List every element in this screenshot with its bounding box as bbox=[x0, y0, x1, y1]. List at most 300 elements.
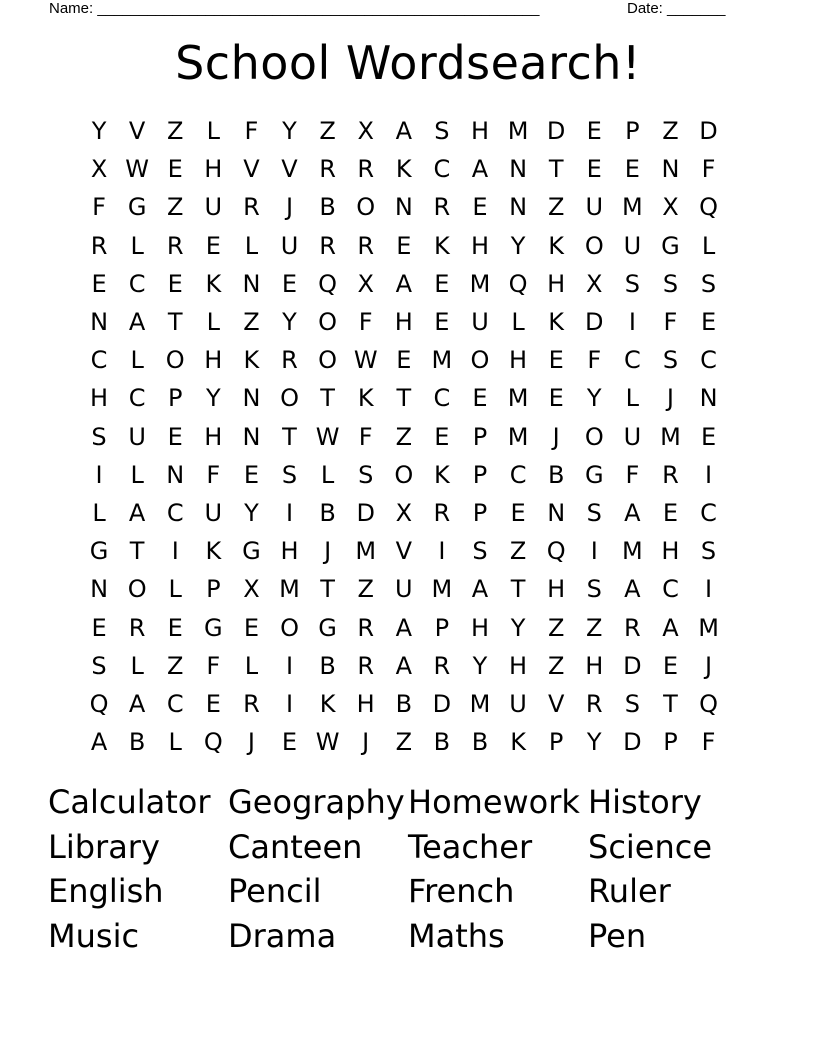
grid-cell[interactable]: F bbox=[663, 308, 678, 337]
grid-cell[interactable]: Z bbox=[395, 422, 413, 451]
grid-cell[interactable]: O bbox=[470, 346, 490, 375]
grid-cell[interactable]: G bbox=[242, 537, 261, 566]
grid-cell[interactable]: M bbox=[469, 689, 491, 718]
grid-cell[interactable]: F bbox=[358, 308, 373, 337]
grid-cell[interactable]: Z bbox=[395, 728, 413, 757]
grid-cell[interactable]: S bbox=[624, 269, 640, 298]
grid-cell[interactable]: J bbox=[324, 537, 332, 566]
grid-cell[interactable]: K bbox=[395, 155, 412, 184]
grid-cell[interactable]: O bbox=[318, 308, 338, 337]
grid-cell[interactable]: E bbox=[167, 422, 183, 451]
grid-cell[interactable]: F bbox=[358, 422, 373, 451]
grid-cell[interactable]: O bbox=[280, 613, 299, 642]
grid-cell[interactable]: D bbox=[623, 651, 642, 680]
grid-cell[interactable]: M bbox=[279, 575, 300, 604]
grid-cell[interactable]: Y bbox=[91, 117, 107, 146]
grid-cell[interactable]: E bbox=[167, 613, 183, 642]
grid-cell[interactable]: A bbox=[395, 651, 412, 680]
grid-cell[interactable]: C bbox=[700, 498, 717, 527]
grid-cell[interactable]: O bbox=[318, 346, 338, 375]
grid-cell[interactable]: R bbox=[90, 231, 108, 260]
grid-cell[interactable]: A bbox=[471, 155, 489, 184]
grid-cell[interactable]: N bbox=[394, 193, 413, 222]
grid-cell[interactable]: K bbox=[434, 231, 450, 260]
grid-cell[interactable]: S bbox=[281, 460, 298, 489]
grid-cell[interactable]: Z bbox=[167, 651, 184, 680]
grid-cell[interactable]: L bbox=[206, 117, 221, 146]
grid-cell[interactable]: S bbox=[91, 422, 107, 451]
grid-cell[interactable]: I bbox=[590, 537, 598, 566]
grid-cell[interactable]: E bbox=[624, 155, 640, 184]
grid-cell[interactable]: U bbox=[280, 231, 299, 260]
grid-cell[interactable]: A bbox=[471, 575, 489, 604]
grid-cell[interactable]: S bbox=[91, 651, 107, 680]
grid-cell[interactable]: S bbox=[586, 575, 602, 604]
grid-cell[interactable]: K bbox=[205, 269, 222, 298]
grid-cell[interactable]: S bbox=[472, 537, 488, 566]
grid-cell[interactable]: F bbox=[587, 346, 602, 375]
grid-cell[interactable]: O bbox=[280, 384, 299, 413]
grid-cell[interactable]: M bbox=[431, 575, 453, 604]
grid-cell[interactable]: M bbox=[431, 346, 453, 375]
grid-cell[interactable]: U bbox=[128, 422, 146, 451]
grid-cell[interactable]: E bbox=[91, 269, 107, 298]
grid-cell[interactable]: K bbox=[357, 384, 374, 413]
grid-cell[interactable]: U bbox=[585, 193, 604, 222]
grid-cell[interactable]: N bbox=[242, 269, 261, 298]
grid-cell[interactable]: E bbox=[91, 613, 107, 642]
grid-cell[interactable]: N bbox=[509, 193, 528, 222]
grid-cell[interactable]: T bbox=[663, 689, 678, 718]
grid-cell[interactable]: E bbox=[243, 460, 259, 489]
word-list-item: Homework bbox=[408, 783, 580, 821]
grid-cell[interactable]: E bbox=[586, 155, 602, 184]
grid-cell[interactable]: M bbox=[622, 537, 643, 566]
grid-cell[interactable]: C bbox=[128, 269, 146, 298]
grid-cell[interactable]: A bbox=[128, 498, 146, 527]
grid-cell[interactable]: F bbox=[625, 460, 640, 489]
grid-cell[interactable]: E bbox=[396, 346, 412, 375]
grid-cell[interactable]: Z bbox=[662, 117, 679, 146]
grid-cell[interactable]: R bbox=[357, 155, 375, 184]
grid-cell[interactable]: S bbox=[434, 117, 450, 146]
grid-cell[interactable]: R bbox=[243, 193, 260, 222]
grid-cell[interactable]: R bbox=[585, 689, 603, 718]
grid-cell[interactable]: T bbox=[510, 575, 526, 604]
grid-cell[interactable]: A bbox=[395, 117, 412, 146]
grid-cell[interactable]: F bbox=[701, 728, 716, 757]
grid-cell[interactable]: U bbox=[623, 422, 642, 451]
grid-cell[interactable]: H bbox=[204, 346, 223, 375]
grid-cell[interactable]: O bbox=[584, 231, 604, 260]
grid-cell[interactable]: F bbox=[206, 651, 221, 680]
grid-cell[interactable]: N bbox=[90, 308, 109, 337]
grid-cell[interactable]: C bbox=[509, 460, 527, 489]
grid-cell[interactable]: Z bbox=[167, 193, 184, 222]
grid-cell[interactable]: B bbox=[128, 728, 146, 757]
grid-cell[interactable]: M bbox=[622, 193, 643, 222]
grid-cell[interactable]: A bbox=[395, 613, 412, 642]
grid-cell[interactable]: U bbox=[204, 193, 223, 222]
grid-cell[interactable]: E bbox=[662, 651, 679, 680]
grid-cell[interactable]: H bbox=[470, 117, 489, 146]
grid-cell[interactable]: N bbox=[242, 422, 261, 451]
grid-cell[interactable]: I bbox=[438, 537, 446, 566]
grid-cell[interactable]: Y bbox=[244, 498, 259, 527]
word-list-item: Ruler bbox=[588, 872, 671, 910]
grid-cell[interactable]: M bbox=[469, 269, 491, 298]
grid-cell[interactable]: H bbox=[394, 308, 413, 337]
grid-cell[interactable]: I bbox=[285, 689, 294, 718]
grid-cell[interactable]: A bbox=[624, 498, 641, 527]
grid-cell[interactable]: Y bbox=[282, 117, 297, 146]
grid-cell[interactable]: E bbox=[396, 231, 412, 260]
grid-cell[interactable]: G bbox=[204, 613, 223, 642]
grid-cell[interactable]: Z bbox=[243, 308, 260, 337]
grid-cell[interactable]: O bbox=[165, 346, 185, 375]
grid-cell[interactable]: L bbox=[168, 575, 182, 604]
grid-cell[interactable]: M bbox=[698, 613, 719, 642]
grid-cell[interactable]: K bbox=[205, 537, 222, 566]
grid-cell[interactable]: U bbox=[509, 689, 527, 718]
grid-cell[interactable]: B bbox=[395, 689, 413, 718]
grid-cell[interactable]: L bbox=[701, 231, 716, 260]
grid-cell[interactable]: B bbox=[319, 651, 336, 680]
grid-cell[interactable]: H bbox=[509, 346, 528, 375]
grid-cell[interactable]: T bbox=[129, 537, 145, 566]
grid-cell[interactable]: K bbox=[243, 346, 260, 375]
grid-cell[interactable]: I bbox=[285, 651, 294, 680]
grid-cell[interactable]: X bbox=[586, 269, 603, 298]
name-field-label[interactable]: Name: _____________________________________________________ bbox=[49, 0, 540, 17]
grid-cell[interactable]: V bbox=[395, 537, 412, 566]
grid-cell[interactable]: G bbox=[89, 537, 109, 566]
grid-cell[interactable]: I bbox=[171, 537, 179, 566]
grid-cell[interactable]: R bbox=[433, 498, 451, 527]
grid-cell[interactable]: U bbox=[395, 575, 413, 604]
grid-cell[interactable]: E bbox=[281, 728, 298, 757]
grid-cell[interactable]: D bbox=[356, 498, 375, 527]
grid-cell[interactable]: Y bbox=[472, 651, 488, 680]
grid-cell[interactable]: P bbox=[434, 613, 450, 642]
grid-cell[interactable]: I bbox=[285, 498, 294, 527]
grid-cell[interactable]: H bbox=[470, 231, 489, 260]
grid-cell[interactable]: T bbox=[320, 575, 335, 604]
grid-cell[interactable]: A bbox=[395, 269, 412, 298]
grid-cell[interactable]: S bbox=[662, 346, 679, 375]
grid-cell[interactable]: I bbox=[705, 460, 713, 489]
grid-cell[interactable]: C bbox=[700, 346, 717, 375]
grid-cell[interactable]: H bbox=[547, 575, 566, 604]
grid-cell[interactable]: H bbox=[509, 651, 528, 680]
grid-cell[interactable]: A bbox=[128, 689, 146, 718]
grid-cell[interactable]: N bbox=[90, 575, 109, 604]
grid-cell[interactable]: L bbox=[320, 460, 335, 489]
grid-cell[interactable]: L bbox=[130, 346, 144, 375]
grid-cell[interactable]: L bbox=[130, 651, 144, 680]
grid-cell[interactable]: U bbox=[471, 308, 489, 337]
grid-cell[interactable]: T bbox=[167, 308, 183, 337]
grid-cell[interactable]: Q bbox=[318, 269, 338, 298]
grid-cell[interactable]: K bbox=[548, 231, 565, 260]
grid-cell[interactable]: S bbox=[662, 269, 679, 298]
grid-cell[interactable]: C bbox=[433, 384, 451, 413]
grid-cell[interactable]: M bbox=[507, 422, 529, 451]
grid-cell[interactable]: Z bbox=[319, 117, 336, 146]
word-list-item: Teacher bbox=[408, 827, 533, 866]
grid-cell[interactable]: H bbox=[585, 651, 604, 680]
grid-cell[interactable]: T bbox=[548, 155, 564, 184]
grid-cell[interactable]: E bbox=[510, 498, 526, 527]
grid-cell[interactable]: Z bbox=[547, 613, 565, 642]
grid-cell[interactable]: Z bbox=[357, 575, 374, 604]
grid-cell[interactable]: X bbox=[90, 155, 108, 184]
grid-cell[interactable]: H bbox=[204, 155, 223, 184]
grid-cell[interactable]: J bbox=[247, 728, 255, 757]
grid-cell[interactable]: W bbox=[315, 728, 340, 757]
grid-cell[interactable]: N bbox=[242, 384, 261, 413]
grid-cell[interactable]: R bbox=[662, 460, 679, 489]
grid-cell[interactable]: B bbox=[433, 728, 451, 757]
grid-cell[interactable]: N bbox=[509, 155, 528, 184]
grid-cell[interactable]: S bbox=[586, 498, 602, 527]
grid-cell[interactable]: S bbox=[358, 460, 374, 489]
grid-cell[interactable]: L bbox=[244, 231, 259, 260]
grid-cell[interactable]: B bbox=[319, 498, 336, 527]
grid-cell[interactable]: X bbox=[243, 575, 260, 604]
grid-cell[interactable]: Y bbox=[205, 384, 221, 413]
grid-cell[interactable]: O bbox=[584, 422, 604, 451]
grid-cell[interactable]: X bbox=[395, 498, 413, 527]
grid-cell[interactable]: H bbox=[470, 613, 489, 642]
grid-cell[interactable]: R bbox=[281, 346, 298, 375]
grid-cell[interactable]: R bbox=[319, 155, 336, 184]
grid-cell[interactable]: J bbox=[285, 193, 294, 222]
grid-cell[interactable]: E bbox=[472, 193, 488, 222]
grid-cell[interactable]: J bbox=[552, 422, 560, 451]
grid-cell[interactable]: V bbox=[128, 117, 146, 146]
grid-cell[interactable]: K bbox=[548, 308, 565, 337]
grid-cell[interactable]: M bbox=[507, 117, 529, 146]
grid-cell[interactable]: Z bbox=[509, 537, 527, 566]
grid-cell[interactable]: D bbox=[546, 117, 566, 146]
grid-cell[interactable]: E bbox=[205, 231, 221, 260]
grid-cell[interactable]: S bbox=[700, 537, 717, 566]
grid-cell[interactable]: J bbox=[362, 728, 370, 757]
grid-cell[interactable]: Q bbox=[699, 689, 718, 718]
grid-cell[interactable]: H bbox=[204, 422, 223, 451]
grid-cell[interactable]: P bbox=[167, 384, 183, 413]
grid-cell[interactable]: D bbox=[623, 728, 642, 757]
grid-cell[interactable]: R bbox=[357, 651, 375, 680]
grid-cell[interactable]: E bbox=[167, 269, 183, 298]
grid-cell[interactable]: C bbox=[90, 346, 108, 375]
grid-cell[interactable]: L bbox=[130, 460, 144, 489]
grid-cell[interactable]: F bbox=[206, 460, 221, 489]
grid-cell[interactable]: Y bbox=[586, 384, 602, 413]
grid-cell[interactable]: Q bbox=[203, 728, 223, 757]
grid-cell[interactable]: G bbox=[661, 231, 680, 260]
grid-cell[interactable]: E bbox=[243, 613, 259, 642]
grid-cell[interactable]: M bbox=[507, 384, 529, 413]
grid-cell[interactable]: C bbox=[166, 498, 184, 527]
grid-cell[interactable]: J bbox=[666, 384, 674, 413]
grid-cell[interactable]: H bbox=[547, 269, 566, 298]
grid-cell[interactable]: I bbox=[705, 575, 713, 604]
grid-cell[interactable]: L bbox=[168, 728, 182, 757]
grid-cell[interactable]: D bbox=[432, 689, 452, 718]
word-list-item: Library bbox=[48, 827, 160, 866]
grid-cell[interactable]: E bbox=[434, 308, 450, 337]
grid-cell[interactable]: H bbox=[280, 537, 299, 566]
grid-cell[interactable]: T bbox=[320, 384, 335, 413]
grid-cell[interactable]: A bbox=[624, 575, 641, 604]
grid-cell[interactable]: R bbox=[319, 231, 336, 260]
grid-cell[interactable]: W bbox=[315, 422, 340, 451]
grid-cell[interactable]: V bbox=[243, 155, 260, 184]
grid-cell[interactable]: E bbox=[205, 689, 221, 718]
grid-cell[interactable]: A bbox=[662, 613, 679, 642]
word-list-item: History bbox=[588, 783, 702, 821]
grid-cell[interactable]: E bbox=[586, 117, 602, 146]
grid-cell[interactable]: L bbox=[92, 498, 106, 527]
grid-cell[interactable]: F bbox=[244, 117, 259, 146]
grid-cell[interactable]: W bbox=[353, 346, 378, 375]
word-list-item: Music bbox=[48, 916, 140, 955]
grid-cell[interactable]: E bbox=[700, 422, 717, 451]
grid-cell[interactable]: R bbox=[128, 613, 146, 642]
grid-cell[interactable]: Y bbox=[510, 231, 526, 260]
grid-cell[interactable]: X bbox=[357, 117, 374, 146]
grid-cell[interactable]: S bbox=[624, 689, 640, 718]
grid-cell[interactable]: E bbox=[167, 155, 183, 184]
grid-cell[interactable]: Z bbox=[167, 117, 184, 146]
grid-cell[interactable]: N bbox=[166, 460, 185, 489]
grid-cell[interactable]: C bbox=[128, 384, 146, 413]
grid-cell[interactable]: R bbox=[166, 231, 184, 260]
grid-cell[interactable]: Z bbox=[586, 613, 603, 642]
grid-cell[interactable]: L bbox=[206, 308, 221, 337]
grid-cell[interactable]: Q bbox=[546, 537, 566, 566]
grid-cell[interactable]: F bbox=[701, 155, 716, 184]
grid-cell[interactable]: B bbox=[319, 193, 336, 222]
grid-cell[interactable]: E bbox=[281, 269, 298, 298]
grid-cell[interactable]: L bbox=[625, 384, 640, 413]
word-list-item: Drama bbox=[228, 916, 337, 955]
grid-cell[interactable]: Q bbox=[508, 269, 528, 298]
grid-cell[interactable]: X bbox=[662, 193, 679, 222]
word-list-item: French bbox=[408, 872, 515, 910]
grid-cell[interactable]: G bbox=[127, 193, 147, 222]
grid-cell[interactable]: L bbox=[130, 231, 144, 260]
grid-cell[interactable]: W bbox=[125, 155, 149, 184]
grid-cell[interactable]: E bbox=[472, 384, 488, 413]
grid-cell[interactable]: R bbox=[243, 689, 260, 718]
grid-cell[interactable]: E bbox=[434, 269, 450, 298]
grid-cell[interactable]: T bbox=[396, 384, 412, 413]
grid-cell[interactable]: L bbox=[244, 651, 259, 680]
grid-cell[interactable]: B bbox=[547, 460, 565, 489]
grid-cell[interactable]: G bbox=[584, 460, 604, 489]
grid-cell[interactable]: C bbox=[433, 155, 451, 184]
grid-cell[interactable]: A bbox=[128, 308, 146, 337]
grid-cell[interactable]: C bbox=[662, 575, 679, 604]
grid-cell[interactable]: P bbox=[206, 575, 221, 604]
grid-cell[interactable]: H bbox=[90, 384, 109, 413]
grid-cell[interactable]: P bbox=[472, 498, 488, 527]
grid-cell[interactable]: P bbox=[472, 460, 488, 489]
grid-cell[interactable]: K bbox=[434, 460, 450, 489]
grid-cell[interactable]: J bbox=[705, 651, 713, 680]
grid-cell[interactable]: O bbox=[356, 193, 376, 222]
grid-cell[interactable]: V bbox=[281, 155, 298, 184]
grid-cell[interactable]: K bbox=[510, 728, 526, 757]
date-field-label[interactable]: Date: _______ bbox=[627, 0, 726, 17]
grid-cell[interactable]: Y bbox=[282, 308, 297, 337]
grid-cell[interactable]: C bbox=[166, 689, 184, 718]
grid-cell[interactable]: U bbox=[623, 231, 642, 260]
grid-cell[interactable]: F bbox=[92, 193, 106, 222]
grid-cell[interactable]: X bbox=[357, 269, 374, 298]
grid-cell[interactable]: V bbox=[547, 689, 565, 718]
grid-cell[interactable]: S bbox=[700, 269, 717, 298]
grid-cell[interactable]: H bbox=[661, 537, 680, 566]
grid-cell[interactable]: Y bbox=[586, 728, 602, 757]
grid-cell[interactable]: O bbox=[127, 575, 147, 604]
grid-cell[interactable]: P bbox=[625, 117, 640, 146]
grid-cell[interactable]: Z bbox=[547, 193, 565, 222]
grid-cell[interactable]: R bbox=[624, 613, 641, 642]
grid-cell[interactable]: E bbox=[662, 498, 679, 527]
grid-cell[interactable]: B bbox=[471, 728, 489, 757]
grid-cell[interactable]: P bbox=[472, 422, 488, 451]
grid-cell[interactable]: K bbox=[319, 689, 336, 718]
grid-cell[interactable]: P bbox=[548, 728, 564, 757]
grid-cell[interactable]: R bbox=[433, 651, 451, 680]
grid-cell[interactable]: M bbox=[660, 422, 681, 451]
word-list-item: English bbox=[48, 872, 164, 910]
grid-cell[interactable]: H bbox=[356, 689, 375, 718]
grid-cell[interactable]: Q bbox=[699, 193, 718, 222]
grid-cell[interactable]: D bbox=[699, 117, 718, 146]
grid-cell[interactable]: M bbox=[355, 537, 377, 566]
grid-cell[interactable]: E bbox=[434, 422, 450, 451]
grid-cell[interactable]: Z bbox=[547, 651, 565, 680]
grid-cell[interactable]: Y bbox=[510, 613, 526, 642]
grid-cell[interactable]: L bbox=[511, 308, 525, 337]
grid-cell[interactable]: I bbox=[95, 460, 103, 489]
grid-cell[interactable]: C bbox=[623, 346, 641, 375]
grid-cell[interactable]: N bbox=[699, 384, 718, 413]
grid-cell[interactable]: U bbox=[204, 498, 223, 527]
grid-cell[interactable]: G bbox=[318, 613, 337, 642]
grid-cell[interactable]: T bbox=[282, 422, 297, 451]
grid-cell[interactable]: E bbox=[700, 308, 717, 337]
grid-cell[interactable]: P bbox=[663, 728, 678, 757]
grid-cell[interactable]: D bbox=[585, 308, 604, 337]
grid-cell[interactable]: R bbox=[433, 193, 451, 222]
grid-cell[interactable]: I bbox=[628, 308, 636, 337]
grid-cell[interactable]: N bbox=[661, 155, 680, 184]
grid-cell[interactable]: E bbox=[548, 346, 564, 375]
grid-cell[interactable]: N bbox=[547, 498, 566, 527]
grid-cell[interactable]: R bbox=[357, 613, 375, 642]
grid-cell[interactable]: Q bbox=[89, 689, 109, 718]
grid-cell[interactable]: A bbox=[90, 728, 108, 757]
grid-cell[interactable]: O bbox=[394, 460, 414, 489]
grid-cell[interactable]: E bbox=[548, 384, 564, 413]
grid-cell[interactable]: R bbox=[357, 231, 375, 260]
